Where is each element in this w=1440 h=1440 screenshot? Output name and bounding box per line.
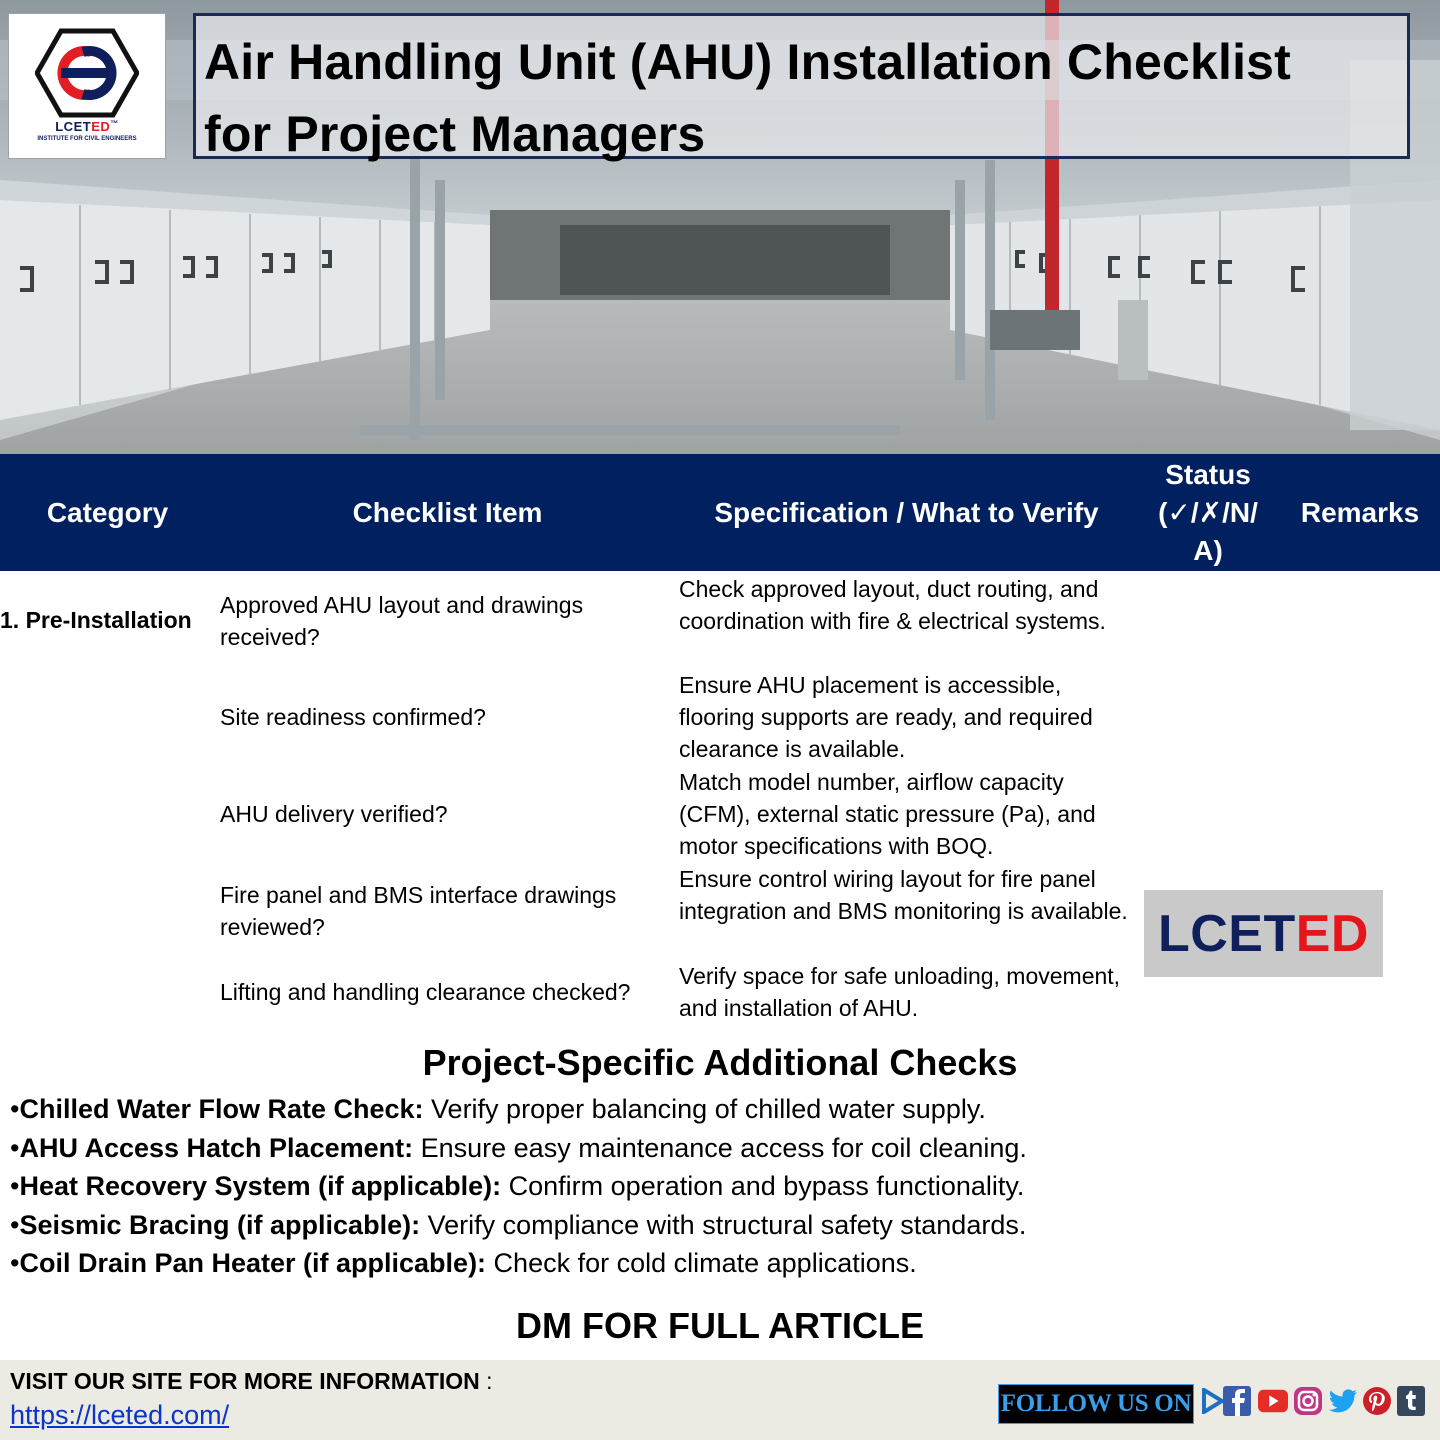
column-header-spec: Specification / What to Verify	[714, 496, 1099, 528]
twitter-icon[interactable]	[1328, 1384, 1358, 1418]
logo-emblem-icon	[35, 28, 139, 118]
checklist-spec: Ensure control wiring layout for fire panel integration and BMS monitoring is available.	[679, 866, 1128, 924]
visit-site-text	[10, 1368, 493, 1395]
column-header-item: Checklist Item	[352, 496, 543, 528]
checklist-spec: Verify space for safe unloading, movement, and installation of AHU.	[679, 963, 1121, 1021]
logo-name-blue: LCET	[55, 119, 92, 134]
checklist-item: Approved AHU layout and drawings received?	[220, 592, 584, 650]
column-header-status: Status (✓/✗/N/ A)	[1158, 458, 1258, 566]
website-link[interactable]: https://lceted.com/	[10, 1400, 230, 1430]
watermark-blue: LCET	[1157, 904, 1296, 963]
check-label: AHU Access Hatch Placement:	[19, 1132, 414, 1163]
additional-checks-title: Project-Specific Additional Checks	[422, 1042, 1018, 1083]
visit-label: VISIT OUR SITE FOR MORE INFORMATION	[10, 1368, 480, 1394]
column-header-remarks: Remarks	[1300, 496, 1420, 528]
check-text: Confirm operation and bypass functionality.	[501, 1171, 1025, 1201]
checklist-item: Lifting and handling clearance checked?	[220, 979, 631, 1005]
call-to-action: DM FOR FULL ARTICLE	[516, 1305, 924, 1346]
title-panel	[193, 13, 1410, 162]
checklist-item: Site readiness confirmed?	[220, 704, 486, 730]
list-item	[10, 1244, 1430, 1283]
bullet: •	[10, 1094, 20, 1124]
list-item	[10, 1167, 1430, 1206]
bullet: •	[10, 1209, 20, 1240]
additional-checks-list	[10, 1090, 1430, 1283]
check-label: Heat Recovery System (if applicable):	[19, 1171, 502, 1201]
logo-tagline: INSTITUTE FOR CIVIL ENGINEERS	[37, 136, 137, 142]
title-line-1: Air Handling Unit (AHU) Installation Checklist	[204, 34, 1292, 90]
lceted-watermark	[1144, 890, 1383, 977]
list-item	[10, 1090, 1430, 1129]
list-item	[10, 1206, 1430, 1245]
check-text: Verify compliance with structural safety standards.	[420, 1209, 1027, 1240]
column-header-category: Category	[46, 496, 169, 528]
checklist-spec: Ensure AHU placement is accessible, flooring supports are ready, and required clearance is available.	[679, 672, 1093, 762]
logo-name-red: ED	[91, 119, 111, 134]
bullet: •	[10, 1248, 20, 1278]
checklist-item: Fire panel and BMS interface drawings reviewed?	[220, 882, 617, 940]
tumblr-icon[interactable]	[1396, 1384, 1426, 1418]
lceted-logo	[8, 13, 166, 159]
follow-us-banner: FOLLOW US ON	[998, 1384, 1194, 1424]
check-label: Coil Drain Pan Heater (if applicable):	[19, 1248, 487, 1278]
instagram-icon[interactable]	[1293, 1384, 1323, 1418]
watermark-red: ED	[1295, 904, 1369, 963]
logo-wordmark	[9, 119, 165, 134]
check-text: Check for cold climate applications.	[486, 1248, 917, 1278]
checklist-spec: Match model number, airflow capacity (CFM), external static pressure (Pa), and motor specifications with BOQ.	[679, 769, 1096, 859]
page-title	[204, 26, 1407, 170]
facebook-icon[interactable]	[1222, 1384, 1252, 1418]
pinterest-icon[interactable]	[1362, 1384, 1392, 1418]
check-text: Verify proper balancing of chilled water supply.	[423, 1094, 986, 1124]
check-text: Ensure easy maintenance access for coil cleaning.	[413, 1132, 1027, 1163]
checklist-item: AHU delivery verified?	[220, 801, 448, 827]
category-label: 1. Pre-Installation	[0, 607, 192, 633]
youtube-icon[interactable]	[1258, 1384, 1288, 1418]
footer	[0, 1360, 1440, 1440]
title-line-2: for Project Managers	[204, 106, 706, 162]
logo-trademark: ™	[110, 119, 119, 128]
bullet: •	[10, 1171, 20, 1201]
bullet: •	[10, 1132, 20, 1163]
visit-colon: :	[479, 1368, 493, 1394]
check-label: Chilled Water Flow Rate Check:	[19, 1094, 424, 1124]
checklist-spec: Check approved layout, duct routing, and coordination with fire & electrical systems.	[679, 576, 1106, 634]
list-item	[10, 1129, 1430, 1168]
table-header	[0, 454, 1440, 571]
check-label: Seismic Bracing (if applicable):	[19, 1209, 421, 1240]
